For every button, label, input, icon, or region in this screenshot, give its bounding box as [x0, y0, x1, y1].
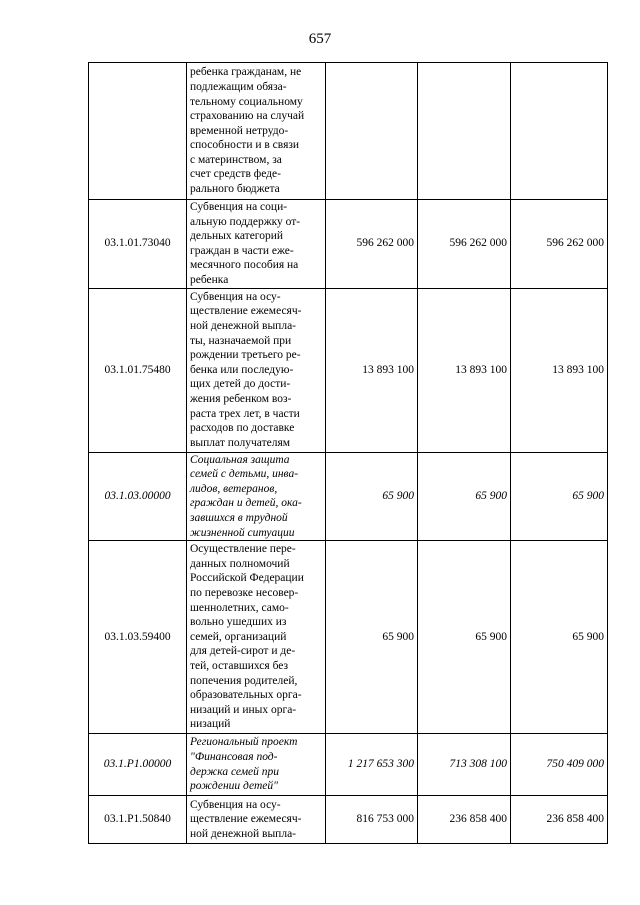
description-line: низаций и иных орга-	[190, 703, 297, 716]
description-line: с материнством, за	[190, 153, 282, 166]
description-line: рождении третьего ре-	[190, 349, 301, 362]
table-row	[89, 452, 608, 541]
description-line: страхованию на случай	[190, 110, 305, 123]
description-line: рального бюджета	[190, 183, 280, 196]
page-number: 657	[308, 31, 332, 47]
description-line: жизненной ситуации	[190, 526, 295, 539]
row-amount-year-2	[418, 63, 511, 200]
description-line: Субвенция на осу-	[190, 290, 281, 303]
description-line: держка семей при	[190, 765, 280, 778]
row-amount-year-2: 236 858 400	[418, 796, 511, 844]
description-line: по перевозке несовер-	[190, 587, 299, 600]
description-line: способности и в связи	[190, 139, 300, 152]
table-row	[89, 288, 608, 452]
row-description	[187, 541, 326, 734]
row-code: 03.1.P1.50840	[89, 796, 187, 844]
description-line: образовательных орга-	[190, 689, 302, 702]
description-line: рождении детей"	[190, 780, 278, 793]
description-line: шеннолетних, само-	[190, 601, 289, 614]
row-amount-year-3: 596 262 000	[511, 200, 608, 289]
description-line: граждан и детей, ока-	[190, 497, 302, 510]
description-line: завшихся в трудной	[190, 511, 288, 524]
row-description	[187, 452, 326, 541]
row-code	[89, 63, 187, 200]
table-row	[89, 796, 608, 844]
description-line: вольно ушедших из	[190, 616, 287, 629]
description-line: Субвенция на осу-	[190, 798, 281, 811]
description-line: семей, организаций	[190, 630, 287, 643]
table-row	[89, 734, 608, 796]
table-row	[89, 63, 608, 200]
description-line: ты, назначаемой при	[190, 334, 292, 347]
description-line: тей, оставшихся без	[190, 660, 289, 673]
row-code: 03.1.P1.00000	[89, 734, 187, 796]
description-line: семей с детьми, инва-	[190, 468, 299, 481]
description-line: для детей-сирот и де-	[190, 645, 296, 658]
row-code: 03.1.03.59400	[89, 541, 187, 734]
description-line: Субвенция на соци-	[190, 201, 288, 213]
table-row	[89, 541, 608, 734]
description-line: Осуществление пере-	[190, 543, 296, 556]
description-line: дельных категорий	[190, 230, 284, 243]
row-amount-year-2: 65 900	[418, 541, 511, 734]
description-line: данных полномочий	[190, 557, 290, 570]
description-line: ребенка	[190, 273, 229, 286]
description-line: "Финансовая под-	[190, 751, 278, 764]
description-line: низаций	[190, 718, 231, 731]
row-amount-year-1	[326, 63, 418, 200]
description-line: попечения родителей,	[190, 674, 298, 687]
row-amount-year-1: 65 900	[326, 452, 418, 541]
description-line: ществление ежемесяч-	[190, 813, 302, 826]
row-amount-year-1: 1 217 653 300	[326, 734, 418, 796]
row-amount-year-1: 816 753 000	[326, 796, 418, 844]
table-row	[89, 200, 608, 289]
description-line: граждан в части еже-	[190, 244, 294, 257]
description-line: месячного пособия на	[190, 259, 299, 272]
row-amount-year-1: 13 893 100	[326, 288, 418, 452]
description-line: счет средств феде-	[190, 168, 281, 181]
row-code: 03.1.01.73040	[89, 200, 187, 289]
description-line: расходов по доставке	[190, 422, 295, 435]
description-line: ществление ежемесяч-	[190, 305, 302, 318]
row-amount-year-2: 65 900	[418, 452, 511, 541]
description-line: ной денежной выпла-	[190, 827, 297, 840]
row-amount-year-1: 65 900	[326, 541, 418, 734]
budget-table	[88, 62, 608, 844]
description-line: временной нетрудо-	[190, 124, 289, 137]
description-line: лидов, ветеранов,	[190, 482, 278, 495]
row-amount-year-2: 713 308 100	[418, 734, 511, 796]
description-line: альную поддержку от-	[190, 215, 301, 228]
row-amount-year-3: 65 900	[511, 541, 608, 734]
description-line: ребенка гражданам, не	[190, 66, 302, 79]
row-amount-year-2: 596 262 000	[418, 200, 511, 289]
row-amount-year-3: 236 858 400	[511, 796, 608, 844]
row-description	[187, 734, 326, 796]
row-amount-year-3: 65 900	[511, 452, 608, 541]
description-line: раста трех лет, в части	[190, 407, 300, 420]
description-line: подлежащим обяза-	[190, 80, 287, 93]
description-line: выплат получателям	[190, 436, 291, 449]
description-line: Российской Федерации	[190, 572, 304, 585]
row-code: 03.1.01.75480	[89, 288, 187, 452]
row-description	[187, 288, 326, 452]
row-amount-year-3: 13 893 100	[511, 288, 608, 452]
description-line: тельному социальному	[190, 95, 303, 108]
row-amount-year-2: 13 893 100	[418, 288, 511, 452]
row-description	[187, 796, 326, 844]
row-amount-year-3: 750 409 000	[511, 734, 608, 796]
row-amount-year-3	[511, 63, 608, 200]
row-code: 03.1.03.00000	[89, 452, 187, 541]
row-description	[187, 63, 326, 200]
row-amount-year-1: 596 262 000	[326, 200, 418, 289]
description-line: Социальная защита	[190, 453, 290, 466]
description-line: Региональный проект	[190, 736, 298, 749]
description-line: ной денежной выпла-	[190, 319, 297, 332]
description-line: жения ребенком воз-	[190, 392, 292, 405]
budget-table-body	[89, 63, 608, 844]
description-line: щих детей до дости-	[190, 378, 291, 391]
row-description	[187, 200, 326, 289]
description-line: бенка или последую-	[190, 363, 294, 376]
